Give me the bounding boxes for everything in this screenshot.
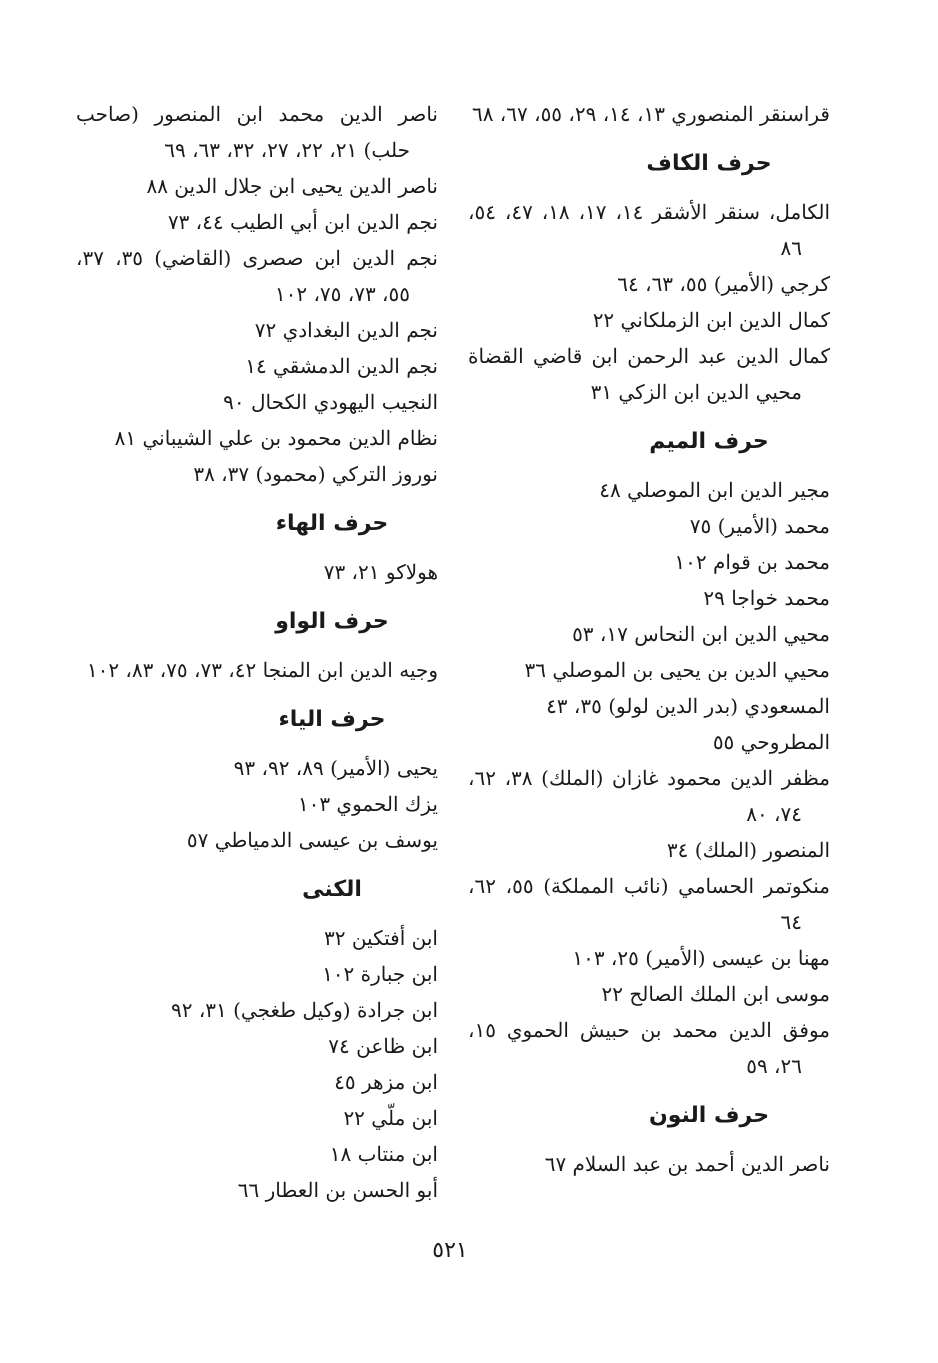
- index-entry: كمال الدين ابن الزملكاني ٢٢: [592, 308, 830, 332]
- section-heading: حرف الواو: [275, 609, 389, 634]
- index-entry: الكامل، سنقر الأشقر ١٤، ١٧، ١٨، ٤٧، ٥٤، ٨٦: [468, 200, 831, 260]
- index-entry: نجم الدين الدمشقي ١٤: [245, 354, 438, 378]
- section-heading: حرف الكاف: [646, 151, 772, 176]
- index-entry: موفق الدين محمد بن حبيش الحموي ١٥، ٢٦، ٥٩: [468, 1018, 830, 1078]
- index-entry: المطروحي ٥٥: [712, 730, 830, 754]
- index-entry: ابن ظاعن ٧٤: [328, 1034, 438, 1058]
- index-entry: نوروز التركي (محمود) ٣٧، ٣٨: [193, 462, 438, 486]
- index-entry: المسعودي (بدر الدين لولو) ٣٥، ٤٣: [546, 694, 830, 718]
- index-entry: ابن منتاب ١٨: [329, 1142, 438, 1166]
- index-entry: هولاكو ٢١، ٧٣: [323, 560, 438, 584]
- page-number: ٥٢١: [432, 1238, 468, 1263]
- index-column-right: [468, 96, 830, 1182]
- index-entry: ناصر الدين يحيى ابن جلال الدين ٨٨: [146, 174, 438, 198]
- index-entry: موسى ابن الملك الصالح ٢٢: [601, 982, 830, 1006]
- index-entry: كمال الدين عبد الرحمن ابن قاضي القضاة محيي الدين ابن الزكي ٣١: [468, 344, 830, 404]
- index-entry: كرجي (الأمير) ٥٥، ٦٣، ٦٤: [617, 272, 830, 296]
- index-entry: محمد بن قوام ١٠٢: [674, 550, 830, 574]
- index-entry: يزك الحموي ١٠٣: [297, 792, 438, 816]
- index-entry: قراسنقر المنصوري ١٣، ١٤، ٢٩، ٥٥، ٦٧، ٦٨: [471, 102, 830, 126]
- index-column-left: [76, 96, 438, 1208]
- index-entry: ابن ملّي ٢٢: [343, 1106, 438, 1130]
- index-entry: وجيه الدين ابن المنجا ٤٢، ٧٣، ٧٥، ٨٣، ١٠٢: [86, 658, 438, 682]
- index-entry: مهنا بن عيسى (الأمير) ٢٥، ١٠٣: [572, 946, 830, 970]
- index-entry: نظام الدين محمود بن علي الشيباني ٨١: [114, 426, 438, 450]
- index-entry: نجم الدين ابن صصرى (القاضي) ٣٥، ٣٧، ٥٥، ٧٣، ٧٥، ١٠٢: [76, 246, 439, 306]
- index-entry: ابن أفتكين ٣٢: [323, 926, 438, 950]
- index-entry: محيي الدين بن يحيى بن الموصلي ٣٦: [524, 658, 830, 682]
- index-entry: نجم الدين ابن أبي الطيب ٤٤، ٧٣: [167, 210, 438, 234]
- section-heading: حرف النون: [648, 1103, 770, 1128]
- index-entry: مجير الدين ابن الموصلي ٤٨: [599, 478, 830, 502]
- section-heading: حرف الميم: [649, 429, 769, 454]
- index-entry: محيي الدين ابن النحاس ١٧، ٥٣: [572, 622, 830, 646]
- index-entry: مظفر الدين محمود غازان (الملك) ٣٨، ٦٢، ٧٤، ٨٠: [468, 766, 831, 826]
- index-entry: ابن جرادة (وكيل طغجي) ٣١، ٩٢: [170, 998, 438, 1022]
- index-entry: ناصر الدين محمد ابن المنصور (صاحب حلب) ٢١، ٢٢، ٢٧، ٣٢، ٦٣، ٦٩: [76, 102, 438, 162]
- index-entry: محمد خواجا ٢٩: [703, 586, 830, 610]
- index-entry: محمد (الأمير) ٧٥: [689, 514, 830, 538]
- index-entry: يحيى (الأمير) ٨٩، ٩٢، ٩٣: [233, 756, 438, 780]
- index-entry: ابن مزهر ٤٥: [334, 1070, 438, 1094]
- index-entry: منكوتمر الحسامي (نائب المملكة) ٥٥، ٦٢، ٦٤: [468, 874, 831, 934]
- section-heading: الكنى: [302, 877, 362, 902]
- index-entry: نجم الدين البغدادي ٧٢: [254, 318, 438, 342]
- index-entry: المنصور (الملك) ٣٤: [666, 838, 830, 862]
- index-entry: ناصر الدين أحمد بن عبد السلام ٦٧: [544, 1152, 830, 1176]
- index-entry: أبو الحسن بن العطار ٦٦: [237, 1178, 438, 1202]
- index-entry: يوسف بن عيسى الدمياطي ٥٧: [186, 828, 438, 852]
- index-entry: النجيب اليهودي الكحال ٩٠: [223, 390, 438, 414]
- section-heading: حرف الهاء: [275, 511, 389, 536]
- section-heading: حرف الياء: [278, 707, 386, 732]
- index-entry: ابن جبارة ١٠٢: [322, 962, 438, 986]
